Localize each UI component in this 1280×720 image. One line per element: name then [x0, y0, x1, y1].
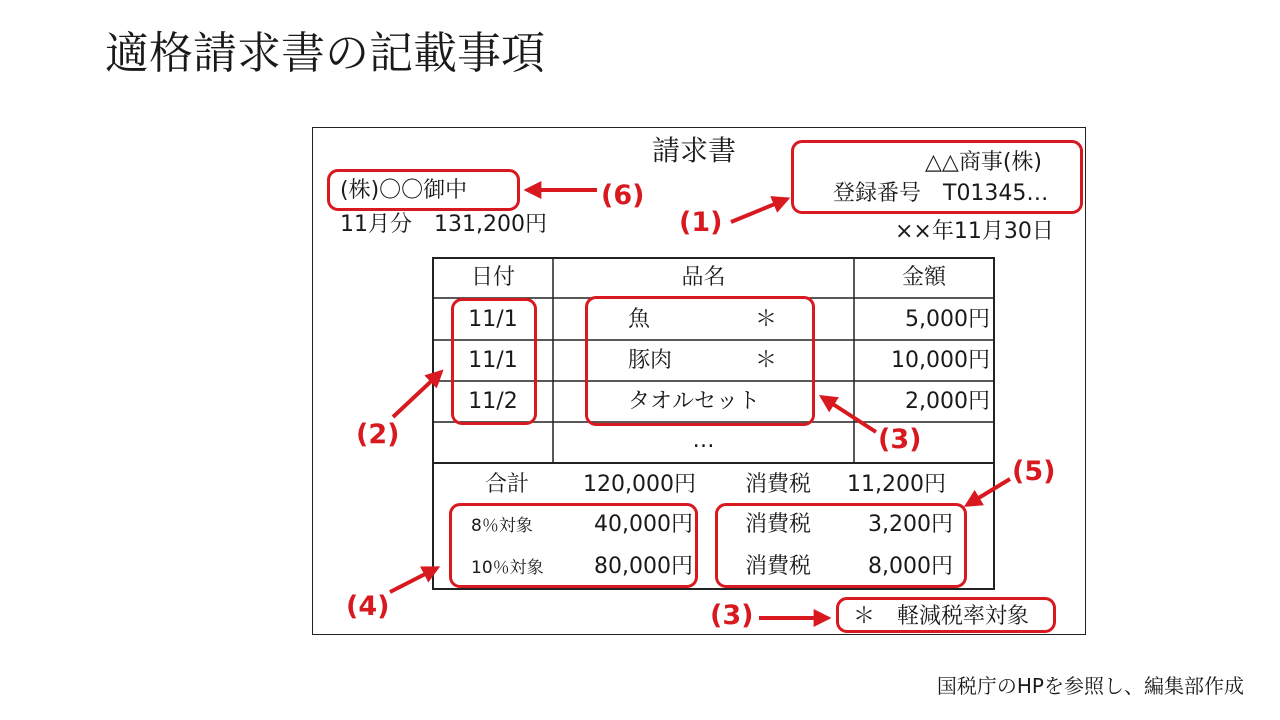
highlight-recipient: [327, 169, 520, 211]
callout-6: (6): [601, 180, 645, 211]
callout-4: (4): [346, 591, 390, 622]
callout-2: (2): [356, 419, 400, 450]
tax10-value: 8,000円: [868, 554, 953, 579]
invoice-title: 請求書: [652, 134, 737, 167]
rate8-label: 8％対象: [471, 516, 533, 536]
table-ellipsis: …: [692, 428, 715, 453]
summary-total-label: 合計: [485, 472, 530, 497]
invoice-recipient: (株)〇〇御中: [340, 178, 468, 203]
table-row-amount: 5,000円: [905, 307, 990, 332]
table-row-date: 11/1: [468, 348, 518, 373]
callout-3-items: (3): [878, 424, 922, 455]
tax8-label: 消費税: [745, 512, 812, 537]
tax10-label: 消費税: [745, 554, 812, 579]
source-credit: 国税庁のHPを参照し、編集部作成: [936, 674, 1244, 698]
highlight-rate-taxes: [715, 503, 967, 588]
rate8-value: 40,000円: [594, 512, 693, 537]
highlight-footnote: [836, 597, 1056, 633]
registration-number: 登録番号 T01345…: [833, 181, 1049, 206]
highlight-rate-subtotals: [449, 503, 698, 588]
summary-tax-label: 消費税: [745, 472, 812, 497]
highlight-items: [585, 296, 815, 426]
callout-1: (1): [679, 207, 723, 238]
table-header-amount: 金額: [901, 265, 946, 290]
table-row-item: タオルセット: [628, 389, 761, 414]
callout-5: (5): [1012, 456, 1056, 487]
table-row-date: 11/1: [468, 307, 518, 332]
reduced-rate-footnote: ＊ 軽減税率対象: [853, 604, 1030, 629]
table-row-amount: 10,000円: [891, 348, 990, 373]
issuer-name: △△商事(株): [925, 150, 1043, 175]
slide-title: 適格請求書の記載事項: [105, 28, 545, 79]
reduced-rate-mark: ＊: [755, 348, 778, 373]
table-row-item: 魚: [628, 307, 651, 332]
tax8-value: 3,200円: [868, 512, 953, 537]
table-header-item: 品名: [681, 265, 726, 290]
table-row-date: 11/2: [468, 389, 518, 414]
rate10-label: 10％対象: [471, 558, 544, 578]
table-row-amount: 2,000円: [905, 389, 990, 414]
invoice-date: ××年11月30日: [895, 219, 1054, 244]
summary-tax-value: 11,200円: [847, 472, 946, 497]
table-row-item: 豚肉: [628, 348, 673, 373]
table-header-date: 日付: [470, 265, 515, 290]
summary-total-value: 120,000円: [583, 472, 696, 497]
reduced-rate-mark: ＊: [755, 307, 778, 332]
highlight-dates: [451, 298, 537, 425]
callout-3-footnote: (3): [710, 600, 754, 631]
rate10-value: 80,000円: [594, 554, 693, 579]
highlight-issuer: [791, 140, 1083, 214]
invoice-period-total: 11月分 131,200円: [340, 212, 547, 237]
